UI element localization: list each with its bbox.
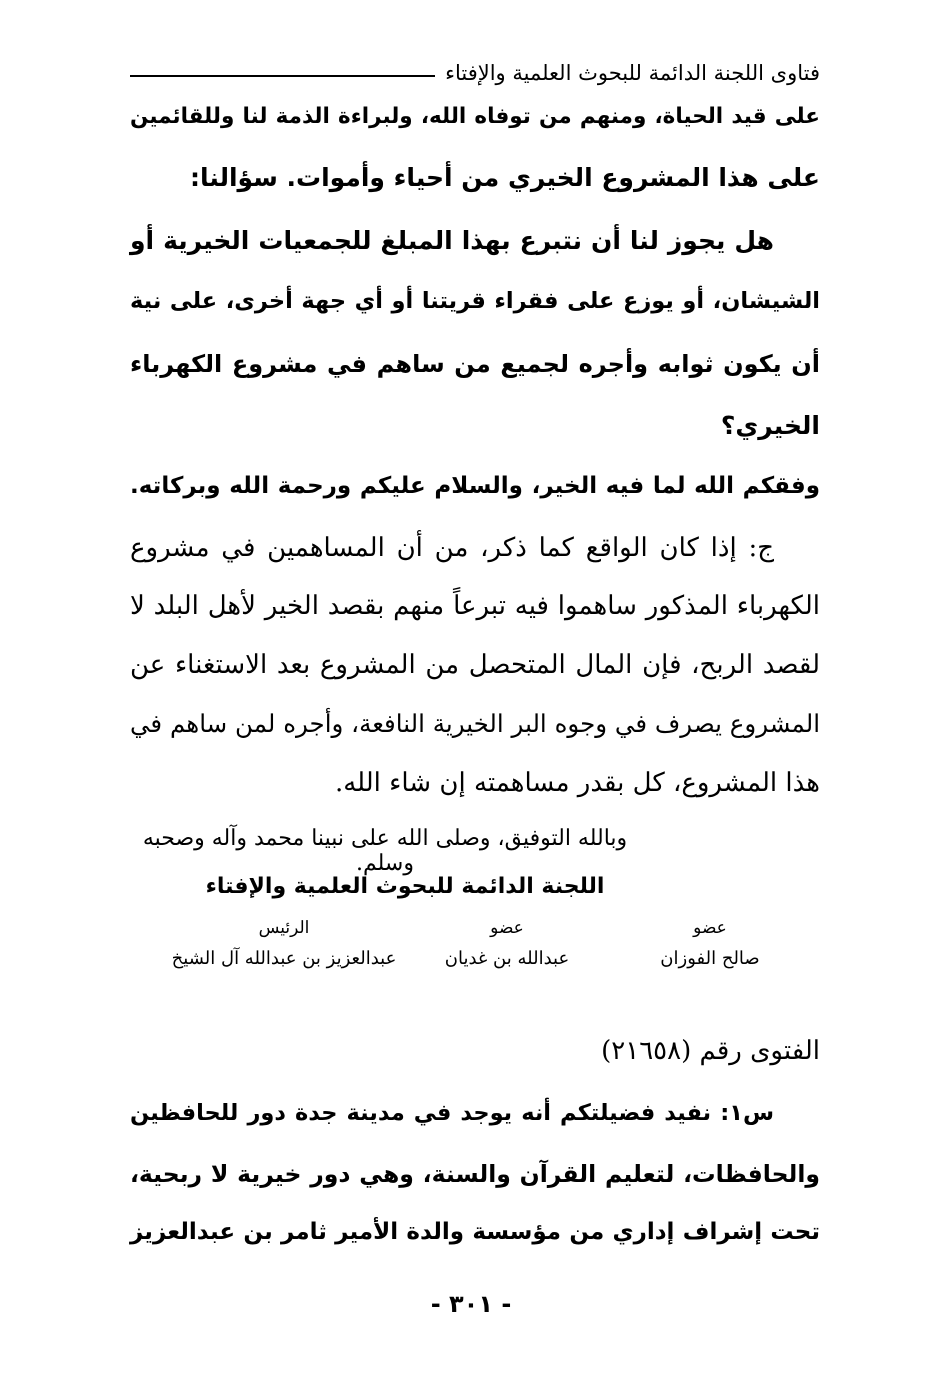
signatory-3 <box>164 918 404 969</box>
question2-line-1: س١: نفيد فضيلتكم أنه يوجد في مدينة جدة دور للحافظين <box>130 1100 774 1126</box>
question-line-6: الخيري؟ <box>720 411 820 440</box>
signatory-name: عبدالعزيز بن عبدالله آل الشيخ <box>171 948 397 969</box>
answer-line-1: ج: إذا كان الواقع كما ذكر، من أن المساهمين في مشروع <box>130 533 774 563</box>
answer-line-4: المشروع يصرف في وجوه البر الخيرية النافعة، وأجره لمن ساهم في <box>130 709 820 738</box>
signatory-1 <box>650 918 770 969</box>
running-header <box>130 56 820 90</box>
committee-name: اللجنة الدائمة للبحوث العلمية والإفتاء <box>205 874 605 899</box>
signatory-name: عبدالله بن غديان <box>444 948 570 969</box>
greeting: وفقكم الله لما فيه الخير، والسلام عليكم ورحمة الله وبركاته. <box>130 473 820 499</box>
question2-line-2: والحافظات، لتعليم القرآن والسنة، وهي دور خيرية لا ربحية، <box>130 1160 820 1188</box>
signatory-role: عضو <box>693 918 727 938</box>
answer-line-3: لقصد الربح، فإن المال المتحصل من المشروع بعد الاستغناء عن <box>130 650 820 680</box>
answer-line-2: الكهرباء المذكور ساهموا فيه تبرعاً منهم بقصد الخير لأهل البلد لا <box>130 591 820 621</box>
question2-line-3: تحت إشراف إداري من مؤسسة والدة الأمير ثامر بن عبدالعزيز <box>130 1219 820 1245</box>
question-line-3: هل يجوز لنا أن نتبرع بهذا المبلغ للجمعيات الخيرية أو <box>130 226 774 255</box>
closing-formula: وبالله التوفيق، وصلى الله على نبينا محمد وآله وصحبه وسلم. <box>142 826 628 876</box>
question-line-4: الشيشان، أو يوزع على فقراء قريتنا أو أي جهة أخرى، على نية <box>130 288 820 314</box>
header-title: فتاوى اللجنة الدائمة للبحوث العلمية والإفتاء <box>445 61 820 85</box>
signatory-role: الرئيس <box>258 918 310 938</box>
signatory-name: صالح الفوزان <box>660 948 760 969</box>
signatory-role: عضو <box>490 918 524 938</box>
question-line-1: على قيد الحياة، ومنهم من توفاه الله، ولبراءة الذمة لنا وللقائمين <box>130 104 820 129</box>
question-line-5: أن يكون ثوابه وأجره لجميع من ساهم في مشروع الكهرباء <box>130 350 820 378</box>
page-number: - ٣٠١ - <box>430 1290 512 1318</box>
question-line-2: على هذا المشروع الخيري من أحياء وأموات. سؤالنا: <box>189 163 820 192</box>
signatory-2 <box>432 918 582 969</box>
header-rule <box>130 75 435 77</box>
fatwa-number: الفتوى رقم (٢١٦٥٨) <box>601 1036 820 1066</box>
answer-line-5: هذا المشروع، كل بقدر مساهمته إن شاء الله. <box>334 768 820 798</box>
